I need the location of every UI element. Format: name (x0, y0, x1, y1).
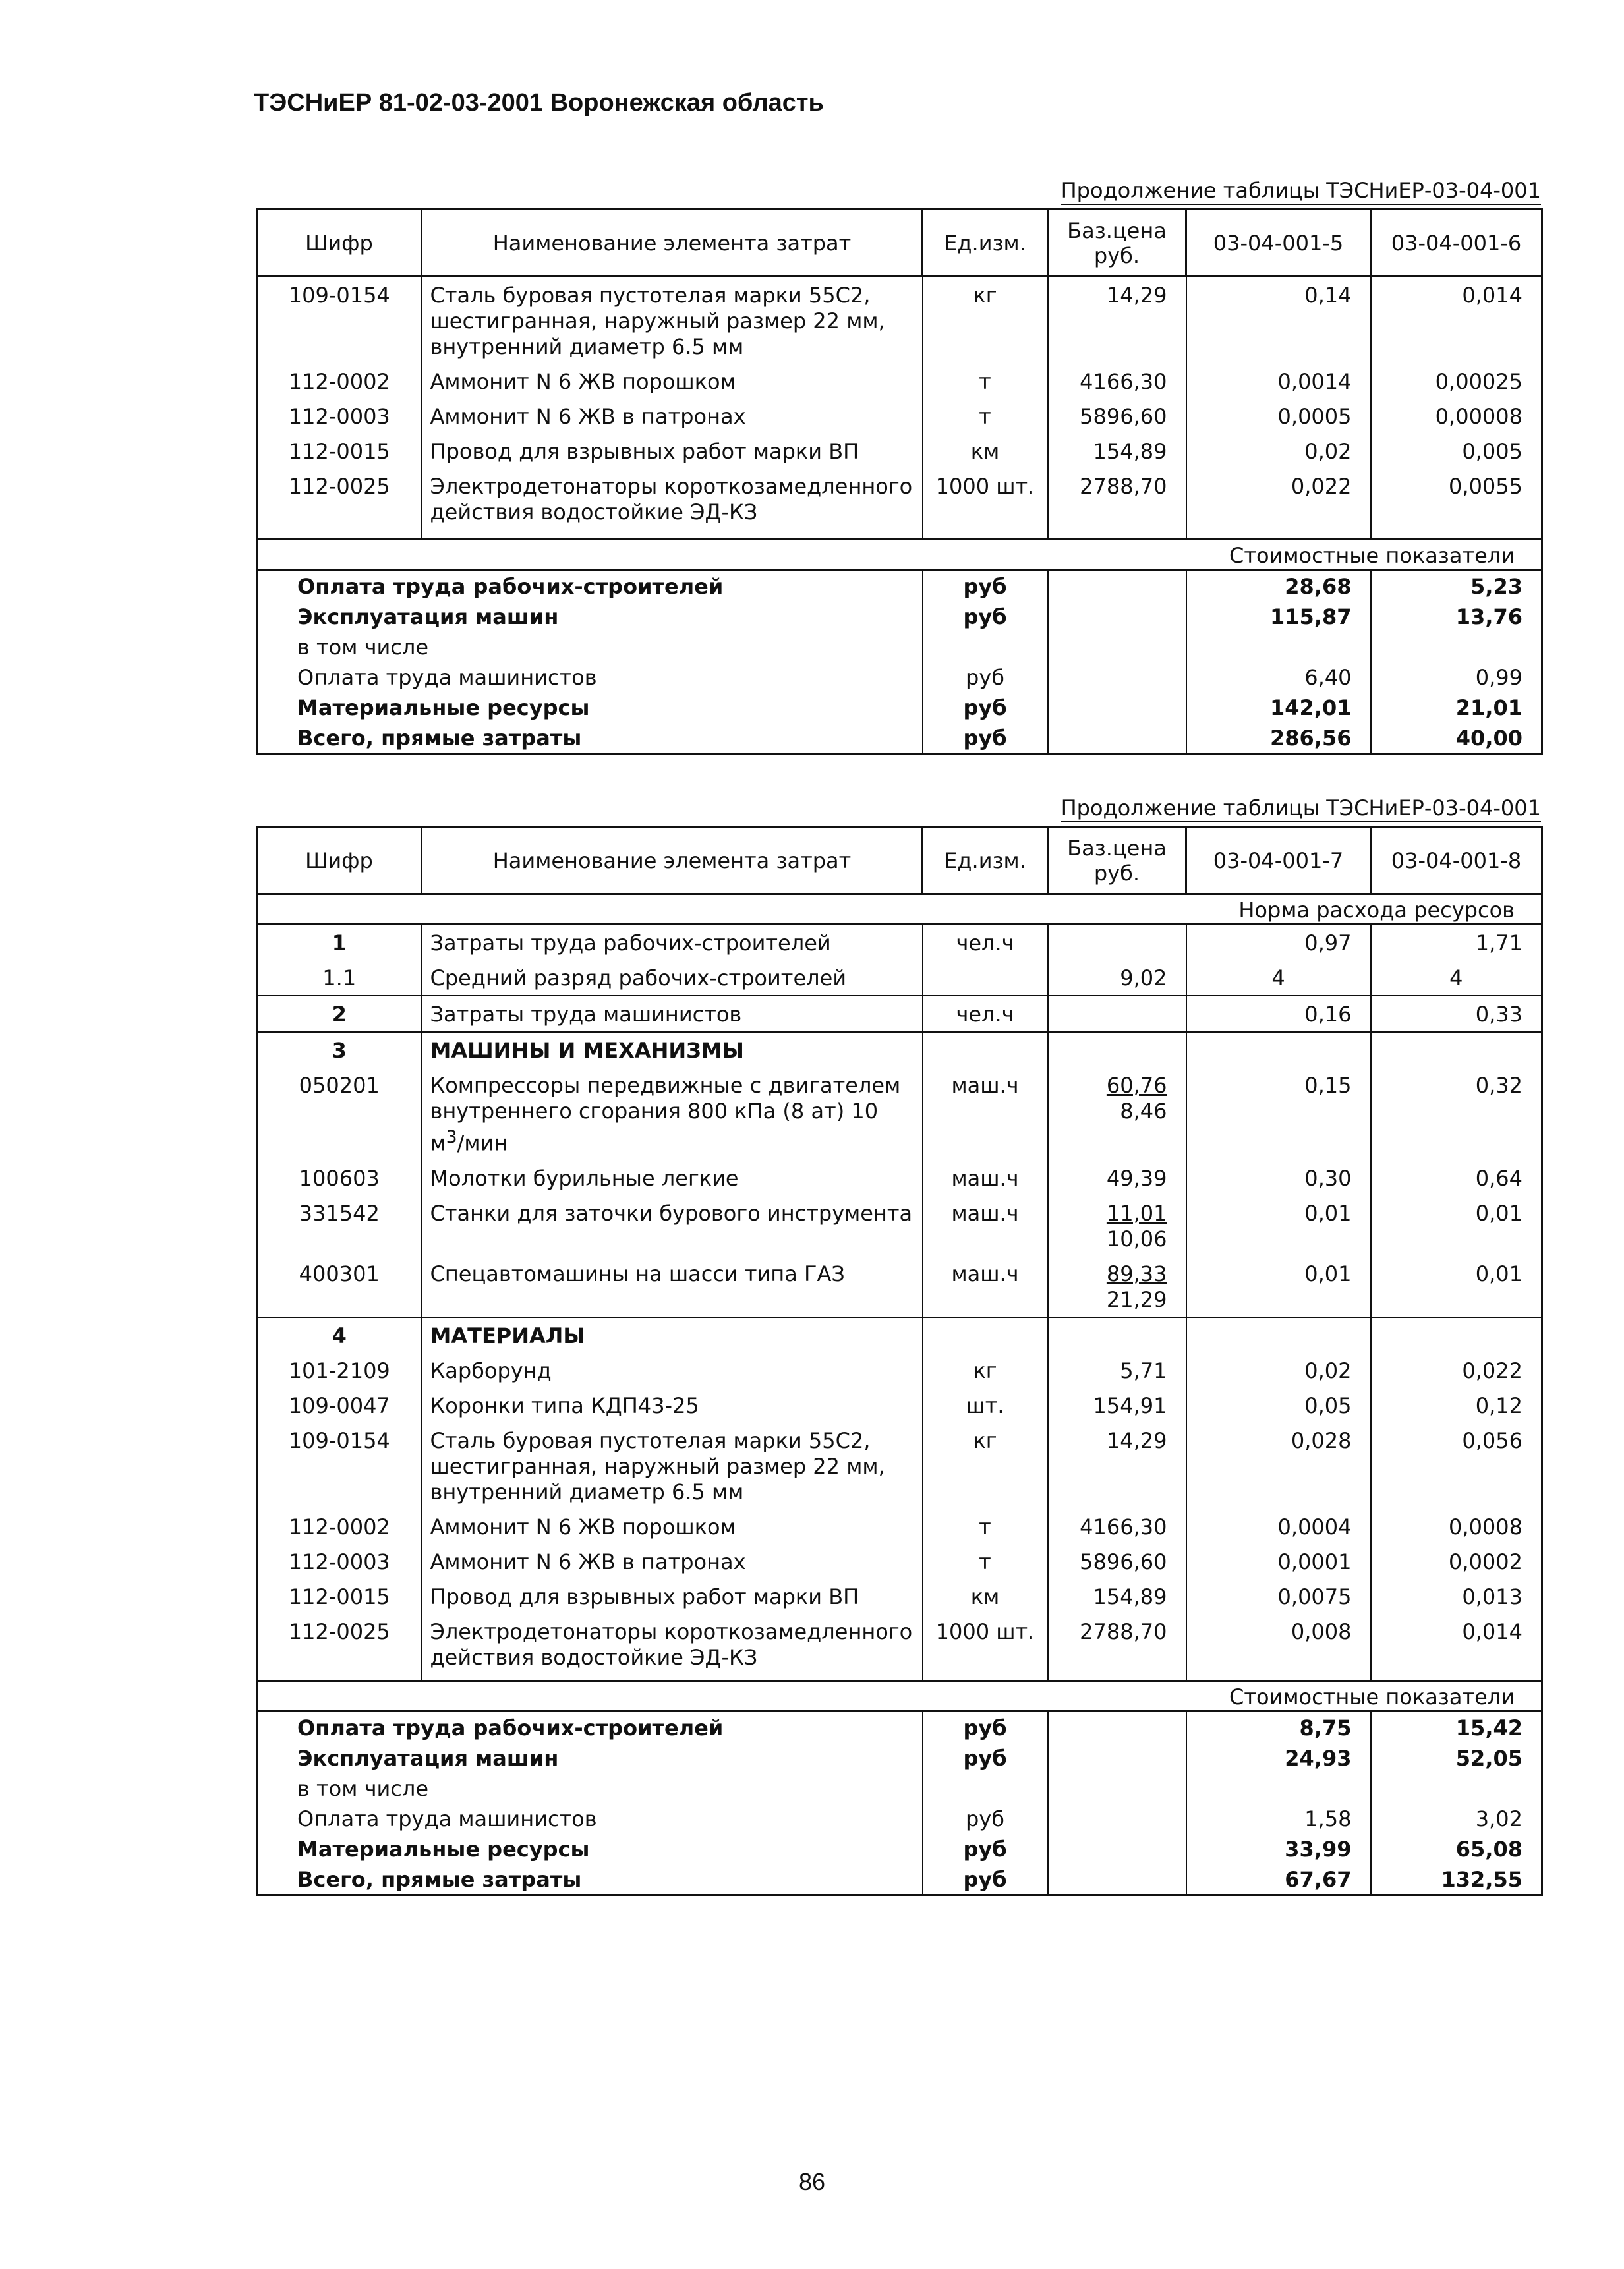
row-price: 2788,70 (1048, 469, 1186, 529)
row-value-5: 0,022 (1186, 469, 1371, 529)
row-code: 109-0154 (257, 1423, 422, 1509)
row-price: 4166,30 (1048, 364, 1186, 399)
row-price (1048, 996, 1186, 1032)
table-row (257, 1161, 1542, 1195)
summary-label: Материальные ресурсы (257, 1833, 923, 1864)
table-row (257, 1388, 1542, 1423)
summary-value-7: 8,75 (1186, 1711, 1371, 1742)
row-price: 60,76 (1106, 1073, 1167, 1098)
row-price: 4166,30 (1048, 1509, 1186, 1544)
summary-unit: руб (923, 1833, 1048, 1864)
row-name: МАШИНЫ И МЕХАНИЗМЫ (422, 1032, 923, 1068)
row-unit: чел.ч (923, 996, 1048, 1032)
row-name: Сталь буровая пустотелая марки 55С2, шестигранная, наружный размер 22 мм, внутренний диаметр 6.5 мм (422, 277, 923, 364)
row-name: Сталь буровая пустотелая марки 55С2, шестигранная, наружный размер 22 мм, внутренний диаметр 6.5 мм (422, 1423, 923, 1509)
header-price: Баз.цена руб. (1048, 827, 1186, 894)
row-name: Провод для взрывных работ марки ВП (422, 434, 923, 469)
summary-row (257, 692, 1542, 722)
table-row-group-materials (257, 1317, 1542, 1353)
summary-unit: руб (923, 722, 1048, 754)
row-name: Электродетонаторы короткозамедленного действия водостойкие ЭД-КЗ (422, 469, 923, 529)
row-code: 112-0002 (257, 364, 422, 399)
summary-value-7: 24,93 (1186, 1742, 1371, 1773)
row-value-5: 0,02 (1186, 434, 1371, 469)
row-name: Электродетонаторы короткозамедленного действия водостойкие ЭД-КЗ (422, 1614, 923, 1675)
row-name: Компрессоры передвижные с двигателем внутреннего сгорания 800 кПа (8 ат) 10 $м^3$/мин (422, 1068, 923, 1161)
row-value-7: 0,008 (1186, 1614, 1371, 1675)
table2-caption (1061, 795, 1541, 820)
summary-value-8: 3,02 (1371, 1803, 1542, 1833)
row-unit: маш.ч (923, 1195, 1048, 1256)
resource-table-1 (256, 208, 1543, 755)
row-value-5: 0,14 (1186, 277, 1371, 364)
header-col-6: 03-04-001-6 (1371, 210, 1542, 277)
row-value-8: 0,014 (1371, 1614, 1542, 1675)
row-unit: кг (923, 1353, 1048, 1388)
row-value-5: 0,0005 (1186, 399, 1371, 434)
row-value-8: 0,64 (1371, 1161, 1542, 1195)
row-name: Средний разряд рабочих-строителей (422, 960, 923, 996)
row-price: 9,02 (1048, 960, 1186, 996)
row-unit: кг (923, 277, 1048, 364)
summary-value-6: 0,99 (1371, 662, 1542, 692)
row-price: 154,89 (1048, 434, 1186, 469)
row-unit: маш.ч (923, 1161, 1048, 1195)
summary-value-5: 6,40 (1186, 662, 1371, 692)
row-price: 2788,70 (1048, 1614, 1186, 1675)
row-price-2: 10,06 (1106, 1226, 1167, 1251)
row-value-8: 0,01 (1371, 1256, 1542, 1317)
row-price-cell (1048, 1068, 1186, 1161)
table-row-spacer (257, 1675, 1542, 1681)
summary-label: Материальные ресурсы (257, 692, 923, 722)
row-unit (923, 960, 1048, 996)
summary-label: Оплата труда рабочих-строителей (257, 1711, 923, 1742)
row-value-7: 0,05 (1186, 1388, 1371, 1423)
row-value-8: 0,12 (1371, 1388, 1542, 1423)
summary-value-8 (1371, 1773, 1542, 1803)
summary-unit (923, 1773, 1048, 1803)
table-row (257, 1195, 1542, 1256)
header-unit: Ед.изм. (923, 210, 1048, 277)
row-name: МАТЕРИАЛЫ (422, 1317, 923, 1353)
header-name: Наименование элемента затрат (422, 210, 923, 277)
summary-row (257, 722, 1542, 754)
row-code: 112-0025 (257, 469, 422, 529)
summary-value-6 (1371, 631, 1542, 662)
row-price: 154,89 (1048, 1579, 1186, 1614)
row-value-7: 0,0001 (1186, 1544, 1371, 1579)
table1-caption-text: Продолжение таблицы ТЭСНиЕР-03-04-001 (1061, 178, 1541, 205)
row-unit: т (923, 399, 1048, 434)
row-unit: шт. (923, 1388, 1048, 1423)
row-value-8: 0,32 (1371, 1068, 1542, 1161)
summary-row (257, 1773, 1542, 1803)
header-name: Наименование элемента затрат (422, 827, 923, 894)
table2-section-row (257, 1680, 1542, 1711)
table-row (257, 1423, 1542, 1509)
row-price: 14,29 (1048, 1423, 1186, 1509)
summary-unit: руб (923, 1864, 1048, 1895)
summary-unit (923, 631, 1048, 662)
row-code: 109-0154 (257, 277, 422, 364)
table-row (257, 1256, 1542, 1317)
row-name: Аммонит N 6 ЖВ в патронах (422, 399, 923, 434)
row-unit: чел.ч (923, 925, 1048, 961)
row-name: Спецавтомашины на шасси типа ГАЗ (422, 1256, 923, 1317)
row-code: 4 (257, 1317, 422, 1353)
section-cost-indicators: Стоимостные показатели (257, 1680, 1542, 1711)
summary-value-5: 115,87 (1186, 601, 1371, 631)
row-value-8: 4 (1371, 960, 1542, 996)
summary-row (257, 631, 1542, 662)
row-value-7: 0,02 (1186, 1353, 1371, 1388)
header-col-7: 03-04-001-7 (1186, 827, 1371, 894)
summary-value-6: 5,23 (1371, 570, 1542, 602)
table-row-group-machines (257, 1032, 1542, 1068)
summary-row (257, 1742, 1542, 1773)
table1-caption (1061, 178, 1541, 203)
summary-label: Эксплуатация машин (257, 601, 923, 631)
row-unit: т (923, 1544, 1048, 1579)
header-unit: Ед.изм. (923, 827, 1048, 894)
summary-value-8: 65,08 (1371, 1833, 1542, 1864)
header-col-8: 03-04-001-8 (1371, 827, 1542, 894)
row-code: 109-0047 (257, 1388, 422, 1423)
row-code: 100603 (257, 1161, 422, 1195)
summary-value-7 (1186, 1773, 1371, 1803)
row-value-8: 0,056 (1371, 1423, 1542, 1509)
row-value-8: 0,0008 (1371, 1509, 1542, 1544)
summary-label: Оплата труда рабочих-строителей (257, 570, 923, 602)
row-unit: маш.ч (923, 1256, 1048, 1317)
summary-row (257, 1864, 1542, 1895)
summary-label: Эксплуатация машин (257, 1742, 923, 1773)
row-price (1048, 925, 1186, 961)
row-name: Аммонит N 6 ЖВ в патронах (422, 1544, 923, 1579)
header-col-5: 03-04-001-5 (1186, 210, 1371, 277)
table-row (257, 1353, 1542, 1388)
row-name: Аммонит N 6 ЖВ порошком (422, 364, 923, 399)
summary-value-6: 21,01 (1371, 692, 1542, 722)
summary-label: Всего, прямые затраты (257, 722, 923, 754)
table-row (257, 1509, 1542, 1544)
row-name: Аммонит N 6 ЖВ порошком (422, 1509, 923, 1544)
row-code: 112-0003 (257, 399, 422, 434)
row-value-6: 0,00008 (1371, 399, 1542, 434)
row-price: 89,33 (1106, 1261, 1167, 1286)
row-unit: км (923, 1579, 1048, 1614)
row-name: Провод для взрывных работ марки ВП (422, 1579, 923, 1614)
row-value-7: 0,01 (1186, 1195, 1371, 1256)
row-price-2: 8,46 (1120, 1099, 1167, 1124)
row-value-6: 0,005 (1371, 434, 1542, 469)
row-code: 112-0015 (257, 434, 422, 469)
summary-value-7: 67,67 (1186, 1864, 1371, 1895)
row-price: 49,39 (1048, 1161, 1186, 1195)
resource-table-2 (256, 826, 1543, 1896)
table-row (257, 1068, 1542, 1161)
table-row (257, 434, 1542, 469)
row-name: Молотки бурильные легкие (422, 1161, 923, 1195)
header-code: Шифр (257, 827, 422, 894)
row-value-7: 0,0004 (1186, 1509, 1371, 1544)
summary-unit: руб (923, 1803, 1048, 1833)
row-price: 14,29 (1048, 277, 1186, 364)
table-row (257, 960, 1542, 996)
page-number: 86 (798, 2168, 826, 2195)
row-value-8: 0,01 (1371, 1195, 1542, 1256)
summary-row (257, 662, 1542, 692)
row-unit: т (923, 364, 1048, 399)
row-unit: кг (923, 1423, 1048, 1509)
summary-value-8: 15,42 (1371, 1711, 1542, 1742)
summary-value-5: 286,56 (1186, 722, 1371, 754)
summary-value-5 (1186, 631, 1371, 662)
row-value-7: 0,97 (1186, 925, 1371, 961)
table-row (257, 364, 1542, 399)
summary-label: в том числе (257, 1773, 923, 1803)
summary-unit: руб (923, 601, 1048, 631)
row-unit: 1000 шт. (923, 1614, 1048, 1675)
row-unit: км (923, 434, 1048, 469)
row-value-5: 0,0014 (1186, 364, 1371, 399)
row-price-cell (1048, 1256, 1186, 1317)
row-value-8: 0,013 (1371, 1579, 1542, 1614)
row-name: Затраты труда рабочих-строителей (422, 925, 923, 961)
row-value-7: 0,028 (1186, 1423, 1371, 1509)
row-price: 5,71 (1048, 1353, 1186, 1388)
summary-row (257, 570, 1542, 602)
row-code: 1 (257, 925, 422, 961)
row-value-7: 4 (1186, 960, 1371, 996)
row-value-7: 0,01 (1186, 1256, 1371, 1317)
row-unit: маш.ч (923, 1068, 1048, 1161)
header-code: Шифр (257, 210, 422, 277)
row-code: 3 (257, 1032, 422, 1068)
summary-label: Оплата труда машинистов (257, 662, 923, 692)
row-code: 400301 (257, 1256, 422, 1317)
row-code: 331542 (257, 1195, 422, 1256)
summary-label: Всего, прямые затраты (257, 1864, 923, 1895)
summary-value-5: 142,01 (1186, 692, 1371, 722)
table-row (257, 469, 1542, 529)
table2-caption-text: Продолжение таблицы ТЭСНиЕР-03-04-001 (1061, 795, 1541, 822)
row-name: Станки для заточки бурового инструмента (422, 1195, 923, 1256)
table-row (257, 925, 1542, 961)
summary-row (257, 1803, 1542, 1833)
row-value-7: 0,15 (1186, 1068, 1371, 1161)
summary-value-7: 1,58 (1186, 1803, 1371, 1833)
table-row (257, 1579, 1542, 1614)
row-price-cell (1048, 1195, 1186, 1256)
summary-value-6: 40,00 (1371, 722, 1542, 754)
summary-value-7: 33,99 (1186, 1833, 1371, 1864)
table-row (257, 996, 1542, 1032)
row-name: Затраты труда машинистов (422, 996, 923, 1032)
row-value-7: 0,30 (1186, 1161, 1371, 1195)
summary-value-5: 28,68 (1186, 570, 1371, 602)
row-code: 112-0003 (257, 1544, 422, 1579)
summary-row (257, 1711, 1542, 1742)
table1-header-row (257, 210, 1542, 277)
summary-value-8: 52,05 (1371, 1742, 1542, 1773)
row-code: 112-0015 (257, 1579, 422, 1614)
row-name: Коронки типа КДП43-25 (422, 1388, 923, 1423)
summary-row (257, 601, 1542, 631)
summary-value-8: 132,55 (1371, 1864, 1542, 1895)
section-cost-indicators: Стоимостные показатели (257, 540, 1542, 570)
header-price: Баз.цена руб. (1048, 210, 1186, 277)
row-code: 101-2109 (257, 1353, 422, 1388)
row-price: 5896,60 (1048, 399, 1186, 434)
row-price: 154,91 (1048, 1388, 1186, 1423)
row-value-8: 0,022 (1371, 1353, 1542, 1388)
table-row (257, 277, 1542, 364)
row-value-7: 0,16 (1186, 996, 1371, 1032)
row-price-2: 21,29 (1106, 1286, 1167, 1312)
table-row (257, 399, 1542, 434)
row-price: 11,01 (1106, 1200, 1167, 1226)
summary-value-6: 13,76 (1371, 601, 1542, 631)
section-resource-norms: Норма расхода ресурсов (257, 894, 1542, 925)
table-row (257, 1544, 1542, 1579)
row-value-6: 0,014 (1371, 277, 1542, 364)
table1-section-row (257, 540, 1542, 570)
row-name: Карборунд (422, 1353, 923, 1388)
document-title: ТЭСНиЕР 81-02-03-2001 Воронежская область (254, 89, 824, 117)
row-value-7: 0,0075 (1186, 1579, 1371, 1614)
summary-unit: руб (923, 1711, 1048, 1742)
row-code: 112-0025 (257, 1614, 422, 1675)
summary-unit: руб (923, 692, 1048, 722)
summary-unit: руб (923, 662, 1048, 692)
summary-unit: руб (923, 1742, 1048, 1773)
summary-row (257, 1833, 1542, 1864)
summary-unit: руб (923, 570, 1048, 602)
summary-label: Оплата труда машинистов (257, 1803, 923, 1833)
table-row-spacer (257, 529, 1542, 540)
table-row (257, 1614, 1542, 1675)
row-unit: 1000 шт. (923, 469, 1048, 529)
row-code: 2 (257, 996, 422, 1032)
row-code: 1.1 (257, 960, 422, 996)
row-value-6: 0,0055 (1371, 469, 1542, 529)
table2-header-row (257, 827, 1542, 894)
row-value-8: 1,71 (1371, 925, 1542, 961)
row-unit: т (923, 1509, 1048, 1544)
table2-norm-section-row (257, 894, 1542, 925)
summary-label: в том числе (257, 631, 923, 662)
row-code: 112-0002 (257, 1509, 422, 1544)
row-value-6: 0,00025 (1371, 364, 1542, 399)
row-price: 5896,60 (1048, 1544, 1186, 1579)
row-code: 050201 (257, 1068, 422, 1161)
row-value-8: 0,33 (1371, 996, 1542, 1032)
row-value-8: 0,0002 (1371, 1544, 1542, 1579)
